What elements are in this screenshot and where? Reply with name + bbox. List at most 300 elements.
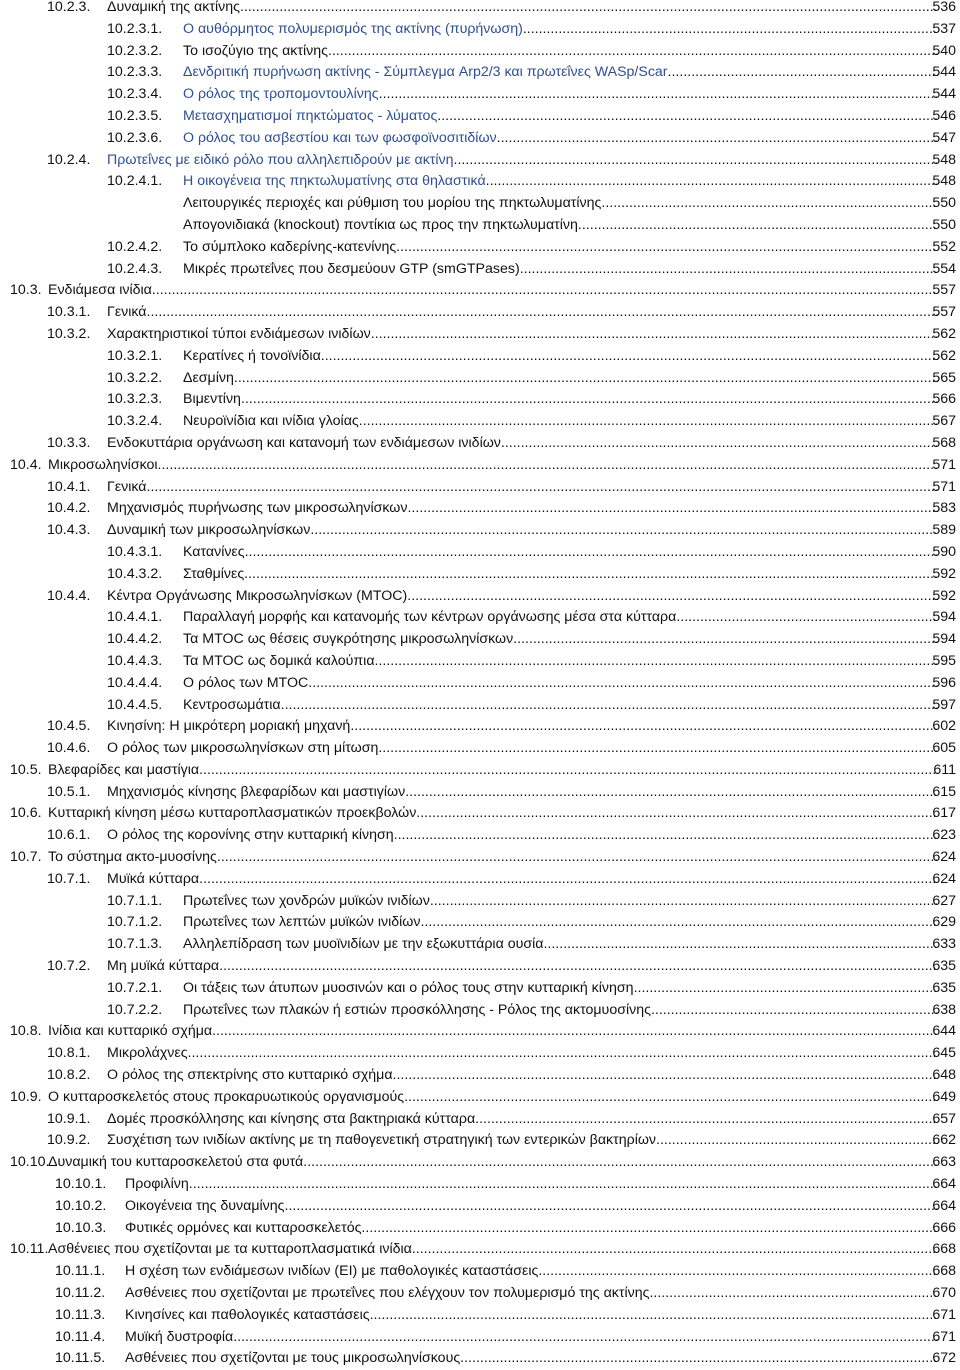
toc-entry-number: 10.4.2. [47, 500, 91, 517]
toc-entry-number: 10.4.4. [47, 587, 91, 604]
toc-entry-number: 10.4.3.2. [107, 565, 163, 582]
toc-entry-page: 557 [932, 282, 956, 299]
toc-entry[interactable] [0, 934, 960, 956]
toc-entry-title[interactable]: Οι τάξεις των άτυπων μυοσινών και ο ρόλος τους στην κυτταρική κίνηση [183, 979, 634, 996]
toc-entry-title[interactable]: Ο κυτταροσκελετός στους προκαρυωτικούς οργανισμούς [48, 1088, 405, 1105]
dot-leader [217, 847, 938, 869]
toc-entry[interactable] [0, 1218, 960, 1240]
toc-entry-page: 590 [932, 543, 956, 560]
toc-entry-page: 565 [932, 369, 956, 386]
toc-entry[interactable] [0, 891, 960, 913]
toc-entry-page: 638 [932, 1001, 956, 1018]
dot-leader [234, 368, 938, 390]
toc-entry-title[interactable]: Ασθένειες που σχετίζονται με τα κυτταροπλασματικά ινίδια [48, 1241, 412, 1258]
toc-entry-number: 10.7.2.2. [107, 1001, 163, 1018]
toc-entry-title[interactable]: Απογονιδιακά (knockout) ποντίκια ως προς την πηκτωλυματίνη [183, 216, 578, 233]
toc-entry[interactable] [0, 760, 960, 782]
toc-entry-page: 547 [932, 129, 956, 146]
toc-entry-number: 10.6. [10, 805, 42, 822]
toc-entry[interactable] [0, 193, 960, 215]
dot-leader [497, 128, 938, 150]
toc-entry[interactable] [0, 695, 960, 717]
toc-entry-page: 594 [932, 631, 956, 648]
toc-entry[interactable] [0, 389, 960, 411]
dot-leader [634, 978, 938, 1000]
toc-entry-number: 10.7.1. [47, 870, 91, 887]
toc-entry[interactable] [0, 629, 960, 651]
dot-leader [501, 433, 938, 455]
toc-entry[interactable] [0, 607, 960, 629]
toc-entry[interactable] [0, 782, 960, 804]
toc-entry-page: 657 [932, 1110, 956, 1127]
toc-entry-title[interactable]: Κυτταρική κίνηση μέσω κυτταροπλασματικών προεκβολών [48, 805, 417, 822]
dot-leader [668, 62, 938, 84]
dot-leader [460, 1348, 938, 1370]
toc-entry-number: 10.2.4.3. [107, 260, 163, 277]
toc-entry[interactable] [0, 215, 960, 237]
dot-leader [308, 673, 938, 695]
toc-entry-number: 10.7.1.1. [107, 892, 163, 909]
toc-entry[interactable] [0, 106, 960, 128]
toc-entry-number: 10.2.3.1. [107, 20, 163, 37]
dot-leader [241, 389, 938, 411]
toc-entry-title[interactable]: Ο ρόλος της τροπομοντουλίνης [183, 86, 379, 103]
toc-entry-title[interactable]: Μυϊκά κύτταρα [107, 870, 200, 887]
toc-entry-title[interactable]: Παραλλαγή μορφής και κατανομής των κέντρων οργάνωσης μέσα στα κύτταρα [183, 609, 677, 626]
toc-entry-page: 550 [932, 195, 956, 212]
toc-entry-title[interactable]: Μικρές πρωτεΐνες που δεσμεύουν GTP (smGTPases) [183, 260, 520, 277]
dot-leader [212, 1021, 938, 1043]
toc-entry-number: 10.10. [10, 1154, 50, 1171]
toc-entry-title[interactable]: Τα MTOC ως δομικά καλούπια [183, 652, 375, 669]
toc-entry-number: 10.5. [10, 761, 42, 778]
toc-entry-page: 605 [932, 740, 956, 757]
toc-entry-page: 536 [932, 0, 956, 15]
toc-entry[interactable] [0, 542, 960, 564]
toc-entry-page: 597 [932, 696, 956, 713]
toc-entry-number: 10.4.4.3. [107, 652, 163, 669]
toc-entry[interactable] [0, 956, 960, 978]
toc-entry-title[interactable]: Ασθένειες που σχετίζονται με τους μικροσωληνίσκους [125, 1350, 461, 1367]
toc-entry[interactable] [0, 498, 960, 520]
toc-entry-number: 10.7.1.3. [107, 936, 163, 953]
dot-leader [543, 934, 938, 956]
toc-entry-title[interactable]: Ασθένειες που σχετίζονται με πρωτεΐνες που ελέγχουν τον πολυμερισμό της ακτίνης [125, 1285, 650, 1302]
toc-entry-title[interactable]: Δομές προσκόλλησης και κίνησης στα βακτηριακά κύτταρα [107, 1110, 476, 1127]
toc-entry-page: 664 [932, 1197, 956, 1214]
dot-leader [454, 150, 938, 172]
toc-entry-page: 670 [932, 1285, 956, 1302]
dot-leader [240, 0, 938, 19]
dot-leader [394, 825, 938, 847]
toc-entry-page: 671 [932, 1328, 956, 1345]
toc-entry-page: 649 [932, 1088, 956, 1105]
toc-entry-title[interactable]: Ο ρόλος των MTOC [183, 674, 309, 691]
dot-leader [199, 869, 938, 891]
dot-leader [404, 1087, 938, 1109]
toc-entry-title[interactable]: Δυναμική της ακτίνης [107, 0, 240, 15]
toc-entry-number: 10.7.2.1. [107, 979, 163, 996]
toc-entry-title[interactable]: Συσχέτιση των ινιδίων ακτίνης με τη παθογενετική στρατηγική των εντερικών βακτηρίων [107, 1132, 657, 1149]
toc-entry-number: 10.3.2. [47, 325, 91, 342]
dot-leader [350, 716, 938, 738]
dot-leader [430, 891, 938, 913]
toc-entry-number: 10.3. [10, 282, 42, 299]
toc-entry-title[interactable]: Πρωτεΐνες των πλακών ή εστιών προσκόλλησης - Ρόλος της ακτομυοσίνης [183, 1001, 651, 1018]
dot-leader [370, 1305, 938, 1327]
dot-leader [393, 1065, 938, 1087]
toc-entry-title[interactable]: Το σύστημα ακτο-μυοσίνης [48, 849, 217, 866]
toc-entry-title[interactable]: Αλληλεπίδραση των μυοϊνιδίων με την εξωκυττάρια ουσία [183, 936, 544, 953]
toc-entry-title[interactable]: Κερατίνες ή τονοϊνίδια [183, 347, 321, 364]
dot-leader [601, 193, 938, 215]
toc-entry-title[interactable]: Η σχέση των ενδιάμεσων ινιδίων (ΕΙ) με παθολογικές καταστάσεις [125, 1263, 539, 1280]
toc-entry-title[interactable]: Μη μυϊκά κύτταρα [107, 958, 220, 975]
toc-entry-number: 10.10.3. [55, 1219, 107, 1236]
toc-entry[interactable] [0, 716, 960, 738]
toc-entry-number: 10.4.4.4. [107, 674, 163, 691]
toc-entry-page: 668 [932, 1263, 956, 1280]
toc-entry-number: 10.2.3. [47, 0, 91, 15]
dot-leader [523, 19, 938, 41]
toc-entry-page: 540 [932, 42, 956, 59]
toc-entry-title[interactable]: Κινησίνη: Η μικρότερη μοριακή μηχανή [107, 718, 351, 735]
toc-entry-page: 624 [932, 849, 956, 866]
toc-entry-title[interactable]: Μετασχηματισμοί πηκτώματος - λύματος [183, 107, 438, 124]
toc-entry-page: 592 [932, 565, 956, 582]
toc-entry-number: 10.3.2.4. [107, 413, 163, 430]
toc-entry-title[interactable]: Ινίδια και κυτταρικό σχήμα [48, 1023, 213, 1040]
toc-entry-number: 10.3.3. [47, 434, 91, 451]
dot-leader [359, 411, 938, 433]
dot-leader [656, 1130, 938, 1152]
toc-entry-page: 562 [932, 347, 956, 364]
toc-entry-number: 10.2.3.4. [107, 86, 163, 103]
toc-entry-page: 537 [932, 20, 956, 37]
toc-entry-number: 10.3.1. [47, 304, 91, 321]
toc-entry-title[interactable]: Δενδριτική πυρήνωση ακτίνης - Σύμπλεγμα Arp2/3 και πρωτεΐνες WASp/Scar [183, 64, 668, 81]
toc-entry-number: 10.8.1. [47, 1045, 91, 1062]
toc-entry-title[interactable]: Το ισοζύγιο της ακτίνης [183, 42, 328, 59]
toc-entry[interactable] [0, 237, 960, 259]
toc-entry-title[interactable]: Ο ρόλος της σπεκτρίνης στο κυτταρικό σχήμα [107, 1067, 393, 1084]
toc-entry-number: 10.9.1. [47, 1110, 91, 1127]
toc-entry-title[interactable]: Μικρολάχνες [107, 1045, 188, 1062]
toc-entry-page: 635 [932, 979, 956, 996]
toc-entry[interactable] [0, 1000, 960, 1022]
toc-entry-title[interactable]: Ενδοκυττάρια οργάνωση και κατανομή των ενδιάμεσων ινιδίων [107, 434, 501, 451]
toc-entry[interactable] [0, 433, 960, 455]
toc-entry-page: 664 [932, 1176, 956, 1193]
toc-entry-title[interactable]: Η οικογένεια της πηκτωλυματίνης στα θηλαστικά [183, 173, 486, 190]
toc-entry[interactable] [0, 1261, 960, 1283]
dot-leader [475, 1109, 938, 1131]
toc-entry-title[interactable]: Δυναμική του κυτταροσκελετού στα φυτά [48, 1154, 304, 1171]
toc-entry-title[interactable]: Ο ρόλος των μικροσωληνίσκων στη μίτωση [107, 740, 379, 757]
toc-entry[interactable] [0, 1239, 960, 1261]
toc-entry[interactable] [0, 912, 960, 934]
dot-leader [361, 1218, 938, 1240]
toc-entry-page: 635 [932, 958, 956, 975]
toc-entry-title[interactable]: Οικογένεια της δυναμίνης [125, 1197, 285, 1214]
toc-entry[interactable] [0, 477, 960, 499]
toc-entry-title[interactable]: Ενδιάμεσα ινίδια [48, 282, 152, 299]
toc-entry[interactable] [0, 738, 960, 760]
toc-entry-title[interactable]: Κατανίνες [183, 543, 245, 560]
toc-entry[interactable] [0, 368, 960, 390]
dot-leader [578, 215, 938, 237]
toc-entry-page: 623 [932, 827, 956, 844]
toc-entry-number: 10.2.3.2. [107, 42, 163, 59]
dot-leader [437, 106, 938, 128]
toc-entry-title[interactable]: Πρωτεΐνες με ειδικό ρόλο που αλληλεπιδρούν με ακτίνη [107, 151, 454, 168]
toc-entry-number: 10.8. [10, 1023, 42, 1040]
toc-entry-number: 10.11.1. [55, 1263, 106, 1280]
toc-entry-page: 629 [932, 914, 956, 931]
toc-entry-title[interactable]: Γενικά [107, 478, 147, 495]
toc-entry-page: 552 [932, 238, 956, 255]
dot-leader [649, 1283, 938, 1305]
toc-entry[interactable] [0, 259, 960, 281]
toc-entry[interactable] [0, 1152, 960, 1174]
toc-entry-number: 10.3.2.2. [107, 369, 163, 386]
toc-entry[interactable] [0, 1305, 960, 1327]
dot-leader [158, 455, 938, 477]
toc-entry[interactable] [0, 455, 960, 477]
toc-entry-title[interactable]: Βλεφαρίδες και μαστίγια [48, 761, 200, 778]
toc-entry-title[interactable]: Μυϊκή δυστροφία [125, 1328, 234, 1345]
toc-entry-page: 615 [932, 783, 956, 800]
toc-entry-title[interactable]: Χαρακτηριστικοί τύποι ενδιάμεσων ινιδίων [107, 325, 371, 342]
toc-entry-page: 672 [932, 1350, 956, 1367]
dot-leader [233, 1327, 938, 1349]
dot-leader [199, 760, 938, 782]
dot-leader [188, 1043, 938, 1065]
toc-entry-page: 589 [932, 522, 956, 539]
toc-entry-title[interactable]: Κεντροσωμάτια [183, 696, 281, 713]
dot-leader [219, 956, 938, 978]
dot-leader [371, 324, 938, 346]
toc-entry-title[interactable]: Κινησίνες και παθολογικές καταστάσεις [125, 1306, 370, 1323]
toc-entry-page: 546 [932, 107, 956, 124]
toc-entry-number: 10.9.2. [47, 1132, 91, 1149]
toc-entry-page: 617 [932, 805, 956, 822]
toc-entry-number: 10.9. [10, 1088, 42, 1105]
toc-entry-title[interactable]: Γενικά [107, 304, 147, 321]
toc-entry[interactable] [0, 41, 960, 63]
toc-entry-page: 583 [932, 500, 956, 517]
dot-leader [328, 41, 938, 63]
toc-entry-title[interactable]: Βιμεντίνη [183, 391, 241, 408]
dot-leader [310, 520, 938, 542]
toc-entry[interactable] [0, 346, 960, 368]
toc-entry[interactable] [0, 150, 960, 172]
toc-entry-page: 550 [932, 216, 956, 233]
toc-entry-page: 594 [932, 609, 956, 626]
dot-leader [651, 1000, 938, 1022]
dot-leader [147, 302, 938, 324]
toc-entry-number: 10.11.3. [55, 1306, 106, 1323]
toc-entry-title[interactable]: Δεσμίνη [183, 369, 234, 386]
toc-entry-title[interactable]: Πρωτεΐνες των χονδρών μυϊκών ινιδίων [183, 892, 430, 909]
toc-entry-number: 10.2.3.6. [107, 129, 163, 146]
toc-entry[interactable] [0, 978, 960, 1000]
toc-entry[interactable] [0, 171, 960, 193]
toc-entry[interactable] [0, 1196, 960, 1218]
toc-entry-page: 567 [932, 413, 956, 430]
toc-entry[interactable] [0, 84, 960, 106]
toc-entry-page: 571 [932, 478, 956, 495]
toc-entry-title[interactable]: Μηχανισμός πυρήνωσης των μικροσωληνίσκων [107, 500, 408, 517]
dot-leader [244, 564, 938, 586]
toc-entry-number: 10.3.2.3. [107, 391, 163, 408]
toc-entry-number: 10.3.2.1. [107, 347, 163, 364]
toc-entry[interactable] [0, 1348, 960, 1370]
dot-leader [379, 84, 938, 106]
toc-entry-number: 10.4.5. [47, 718, 91, 735]
toc-entry-page: 602 [932, 718, 956, 735]
toc-entry[interactable] [0, 19, 960, 41]
dot-leader [538, 1261, 938, 1283]
toc-entry[interactable] [0, 411, 960, 433]
dot-leader [412, 1239, 938, 1261]
toc-entry[interactable] [0, 586, 960, 608]
toc-entry-number: 10.4.4.1. [107, 609, 163, 626]
toc-entry-number: 10.6.1. [47, 827, 91, 844]
toc-entry-number: 10.11.5. [55, 1350, 106, 1367]
toc-entry-page: 611 [933, 761, 956, 778]
toc-entry-page: 544 [932, 64, 956, 81]
toc-entry[interactable] [0, 0, 960, 19]
toc-entry-page: 645 [932, 1045, 956, 1062]
toc-entry-title[interactable]: Σταθμίνες [183, 565, 245, 582]
toc-entry[interactable] [0, 1327, 960, 1349]
toc-entry[interactable] [0, 1283, 960, 1305]
toc-entry-page: 562 [932, 325, 956, 342]
toc-entry[interactable] [0, 1065, 960, 1087]
toc-entry-number: 10.4.4.5. [107, 696, 163, 713]
toc-entry-title[interactable]: Νευροϊνίδια και ινίδια γλοίας [183, 413, 359, 430]
toc-entry-page: 554 [932, 260, 956, 277]
toc-entry-number: 10.4.3.1. [107, 543, 163, 560]
toc-entry-number: 10.5.1. [47, 783, 91, 800]
toc-entry-page: 595 [932, 652, 956, 669]
toc-entry-page: 568 [932, 434, 956, 451]
toc-entry[interactable] [0, 1174, 960, 1196]
toc-entry-page: 648 [932, 1067, 956, 1084]
toc-entry[interactable] [0, 1043, 960, 1065]
toc-entry-title[interactable]: Φυτικές ορμόνες και κυτταροσκελετός [125, 1219, 362, 1236]
toc-entry-number: 10.4.3. [47, 522, 91, 539]
toc-entry-title[interactable]: Πρωτεΐνες των λεπτών μυϊκών ινιδίων [183, 914, 421, 931]
toc-entry[interactable] [0, 825, 960, 847]
toc-entry[interactable] [0, 62, 960, 84]
toc-entry-page: 633 [932, 936, 956, 953]
toc-entry-title[interactable]: Τα MTOC ως θέσεις συγκρότησης μικροσωληνίσκων [183, 631, 514, 648]
toc-entry-number: 10.10.1. [55, 1176, 107, 1193]
toc-entry-number: 10.7.1.2. [107, 914, 163, 931]
toc-entry-page: 662 [932, 1132, 956, 1149]
toc-entry-page: 627 [932, 892, 956, 909]
toc-entry-title[interactable]: Το σύμπλοκο καδερίνης-κατενίνης [183, 238, 397, 255]
toc-entry-number: 10.11.4. [55, 1328, 106, 1345]
toc-entry-title[interactable]: Ο ρόλος της κορονίνης στην κυτταρική κίνηση [107, 827, 394, 844]
toc-entry[interactable] [0, 803, 960, 825]
toc-entry[interactable] [0, 1021, 960, 1043]
toc-entry[interactable] [0, 324, 960, 346]
dot-leader [416, 803, 938, 825]
dot-leader [281, 695, 938, 717]
toc-entry-page: 671 [932, 1306, 956, 1323]
toc-entry-page: 557 [932, 304, 956, 321]
toc-entry-page: 663 [932, 1154, 956, 1171]
toc-entry-title[interactable]: Ο ρόλος του ασβεστίου και των φωσφοϊνοσιτιδίων [183, 129, 497, 146]
toc-entry-title[interactable]: Ο αυθόρμητος πολυμερισμός της ακτίνης (πυρήνωση) [183, 20, 523, 37]
dot-leader [407, 586, 938, 608]
toc-entry-page: 592 [932, 587, 956, 604]
toc-entry-title[interactable]: Λειτουργικές περιοχές και ρύθμιση του μορίου της πηκτωλυματίνης [183, 195, 602, 212]
toc-entry-page: 596 [932, 674, 956, 691]
toc-entry-number: 10.4.1. [47, 478, 91, 495]
toc-entry-number: 10.2.4.1. [107, 173, 163, 190]
dot-leader [152, 280, 938, 302]
toc-entry[interactable] [0, 673, 960, 695]
toc-entry[interactable] [0, 1130, 960, 1152]
toc-entry-title[interactable]: Προφιλίνη [125, 1176, 189, 1193]
toc-entry[interactable] [0, 520, 960, 542]
dot-leader [420, 912, 938, 934]
toc-entry[interactable] [0, 869, 960, 891]
toc-entry-title[interactable]: Μηχανισμός κίνησης βλεφαρίδων και μαστιγίων [107, 783, 406, 800]
toc-entry-page: 666 [932, 1219, 956, 1236]
dot-leader [375, 651, 938, 673]
toc-entry[interactable] [0, 1109, 960, 1131]
dot-leader [321, 346, 938, 368]
toc-entry[interactable] [0, 847, 960, 869]
dot-leader [147, 477, 938, 499]
dot-leader [486, 171, 938, 193]
dot-leader [189, 1174, 938, 1196]
dot-leader [405, 782, 938, 804]
toc-entry[interactable] [0, 280, 960, 302]
dot-leader [520, 259, 938, 281]
toc-entry-number: 10.4.6. [47, 740, 91, 757]
toc-entry-page: 644 [932, 1023, 956, 1040]
dot-leader [303, 1152, 938, 1174]
toc-entry-number: 10.4.4.2. [107, 631, 163, 648]
toc-entry[interactable] [0, 651, 960, 673]
toc-entry-page: 571 [932, 456, 956, 473]
dot-leader [396, 237, 938, 259]
toc-entry-number: 10.11.2. [55, 1285, 106, 1302]
toc-entry-number: 10.2.4.2. [107, 238, 163, 255]
toc-entry-number: 10.7.2. [47, 958, 91, 975]
dot-leader [245, 542, 938, 564]
toc-entry-page: 548 [932, 151, 956, 168]
toc-entry-number: 10.2.4. [47, 151, 91, 168]
toc-entry[interactable] [0, 302, 960, 324]
toc-entry[interactable] [0, 1087, 960, 1109]
toc-entry-title[interactable]: Μικροσωληνίσκοι [48, 456, 158, 473]
toc-entry-number: 10.2.3.5. [107, 107, 163, 124]
toc-entry-number: 10.10.2. [55, 1197, 107, 1214]
toc-entry-title[interactable]: Δυναμική των μικροσωληνίσκων [107, 522, 311, 539]
toc-entry[interactable] [0, 564, 960, 586]
toc-entry[interactable] [0, 128, 960, 150]
dot-leader [378, 738, 938, 760]
toc-entry-title[interactable]: Κέντρα Οργάνωσης Μικροσωληνίσκων (MTOC) [107, 587, 408, 604]
toc-entry-page: 544 [932, 86, 956, 103]
